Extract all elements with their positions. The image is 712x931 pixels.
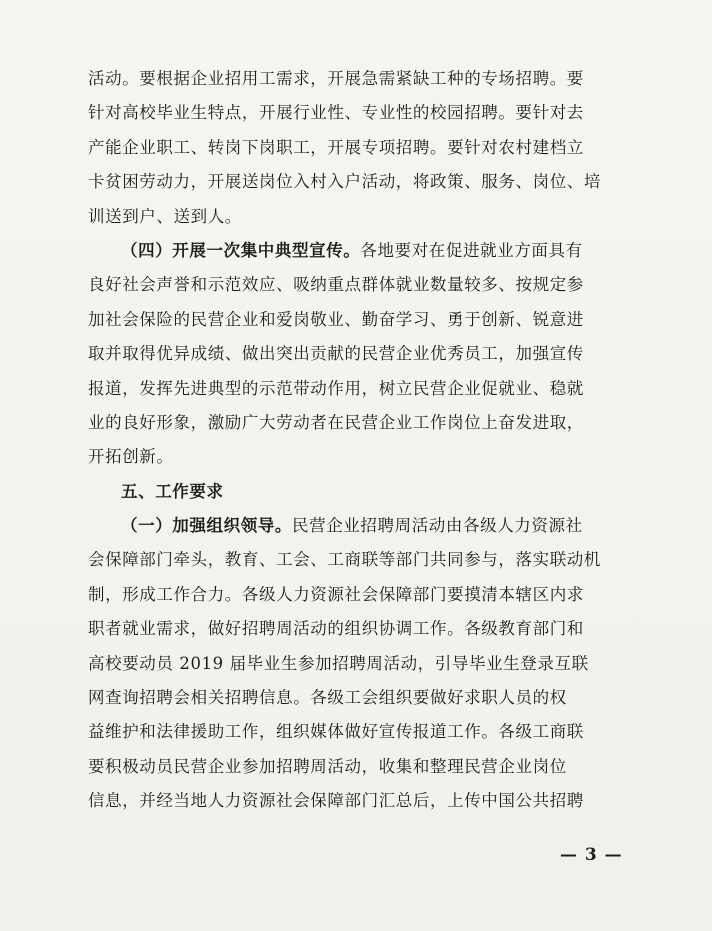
body-text [88, 62, 636, 819]
text-line: 要积极动员民营企业参加招聘周活动，收集和整理民营企业岗位 [88, 756, 567, 776]
page-number: — 3 — [560, 845, 623, 865]
text-line: 业的良好形象，激励广大劳动者在民营企业工作岗位上奋发进取， [88, 412, 584, 432]
text-line: 加社会保险的民营企业和爱岗敬业、勤奋学习、勇于创新、锐意进 [88, 309, 584, 329]
text-line: 制，形成工作合力。各级人力资源社会保障部门要摸清本辖区内求 [88, 584, 584, 604]
paragraph-4-lead: （四）开展一次集中典型宣传。 [121, 240, 361, 260]
text-line: 会保障部门牵头，教育、工会、工商联等部门共同参与，落实联动机 [88, 550, 601, 570]
text-line: 卡贫困劳动力，开展送岗位入村入户活动，将政策、服务、岗位、培 [88, 172, 601, 192]
text-line: 活动。要根据企业招用工需求，开展急需紧缺工种的专场招聘。要 [88, 69, 584, 88]
text-line: 网查询招聘会相关招聘信息。各级工会组织要做好求职人员的权 [88, 688, 567, 708]
text-line: 高校要动员 2019 届毕业生参加招聘周活动，引导毕业生登录互联 [88, 653, 589, 673]
paragraph-1-first-line [88, 509, 636, 543]
text-line: 报道，发挥先进典型的示范带动作用，树立民营企业促就业、稳就 [88, 378, 584, 398]
text-line: 针对高校毕业生特点，开展行业性、专业性的校园招聘。要针对去 [88, 103, 584, 123]
text-line: 信息，并经当地人力资源社会保障部门汇总后，上传中国公共招聘 [88, 791, 584, 811]
text-line: 训送到户、送到人。 [88, 206, 242, 226]
text-line: 职者就业需求，做好招聘周活动的组织协调工作。各级教育部门和 [88, 619, 584, 639]
paragraph-4-first-line [88, 234, 636, 268]
paragraph-4-first-rest: 各地要对在促进就业方面具有 [360, 240, 583, 260]
text-line: 益维护和法律援助工作，组织媒体做好宣传报道工作。各级工商联 [88, 722, 584, 742]
text-line: 良好社会声誉和示范效应、吸纳重点群体就业数量较多、按规定参 [88, 275, 584, 295]
text-line: 开拓创新。 [88, 447, 174, 467]
paragraph-1-first-rest: 民营企业招聘周活动由各级人力资源社 [292, 516, 583, 536]
paragraph-1-lead: （一）加强组织领导。 [121, 516, 292, 536]
text-line: 取并取得优异成绩、做出突出贡献的民营企业优秀员工，加强宣传 [88, 344, 584, 364]
section-heading: 五、工作要求 [121, 481, 224, 501]
text-line: 产能企业职工、转岗下岗职工，开展专项招聘。要针对农村建档立 [88, 137, 584, 157]
